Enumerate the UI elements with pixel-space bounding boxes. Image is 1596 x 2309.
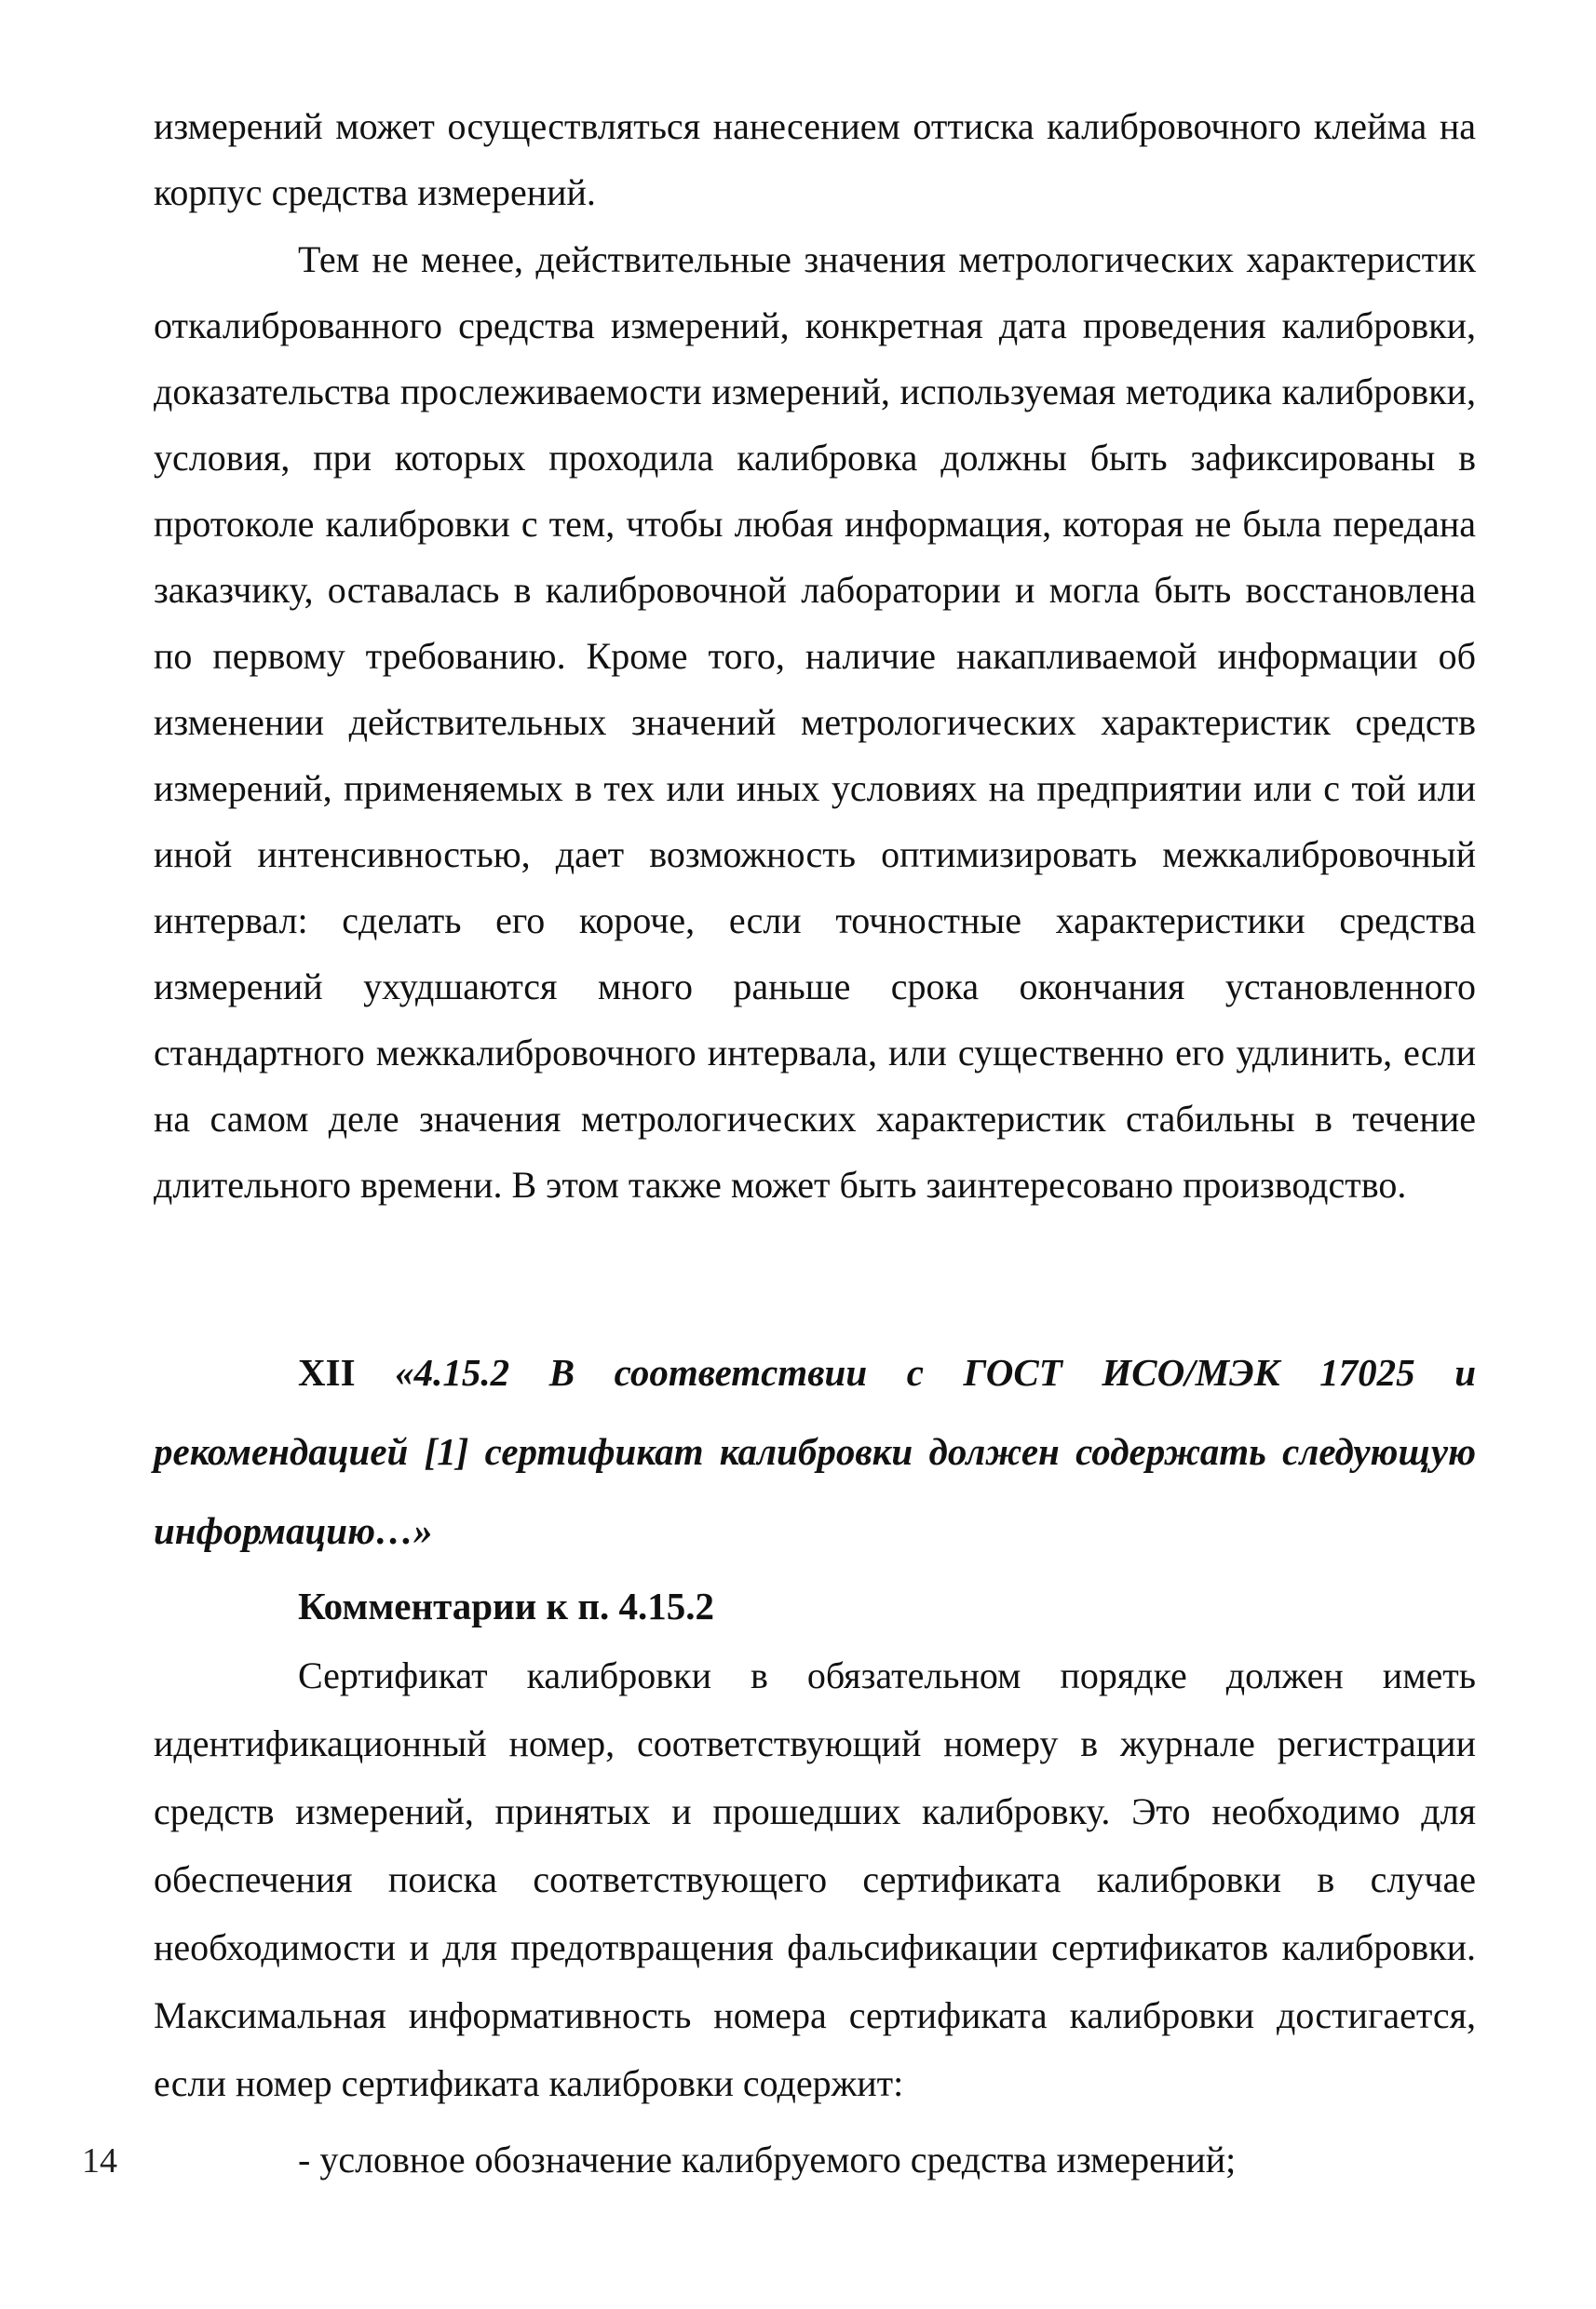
- list-item: - условное обозначение калибруемого средства измерений;: [298, 2139, 1237, 2181]
- section-number: XII: [298, 1351, 356, 1394]
- page-number: 14: [82, 2141, 117, 2181]
- comment-title: Комментарии к п. 4.15.2: [298, 1585, 715, 1627]
- paragraph-calibration-records: [154, 226, 1476, 1218]
- paragraph-text: Сертификат калибровки в обязательном порядке должен иметь идентификационный номер, соответствующий номеру в журнале регистрации средств измерений, принятых и прошедших калибровку. Это необходимо для обеспечения поиска соответствующего сертификата калибровки в случае необходимости и для предотвращения фальсификации сертификатов калибровки. Максимальная информативность номера сертификата калибровки достигается, если номер сертификата калибровки содержит:: [154, 1654, 1476, 2104]
- paragraph-text: измерений может осуществляться нанесением оттиска калибровочного клейма на корпус средства измерений.: [154, 105, 1476, 213]
- paragraph-text: Тем не менее, действительные значения метрологических характеристик откалиброванного средства измерений, конкретная дата проведения калибровки, доказательства прослеживаемости измерений, используемая методика калибровки, условия, при которых проходила калибровка должны быть зафиксированы в протоколе калибровки с тем, чтобы любая информация, которая не была передана заказчику, оставалась в калибровочной лаборатории и могла быть восстановлена по первому требованию. Кроме того, наличие накапливаемой информации об изменении действительных значений метрологических характеристик средств измерений, применяемых в тех или иных условиях на предприятии или с той или иной интенсивностью, дает возможность оптимизировать межкалибровочный интервал: сделать его короче, если точностные характеристики средства измерений ухудшаются много раньше срока окончания установленного стандартного межкалибровочного интервала, или существенно его удлинить, если на самом деле значения метрологических характеристик стабильны в течение длительного времени. В этом также может быть заинтересовано производство.: [154, 238, 1476, 1206]
- paragraph-continuation: [154, 93, 1476, 225]
- paragraph-comment: [154, 1641, 1476, 2117]
- section-heading-text: «4.15.2 В соответствии с ГОСТ ИСО/МЭК 17025 и рекомендацией [1] сертификат калибровки должен содержать следующую информацию…»: [154, 1351, 1477, 1552]
- section-heading: [154, 1333, 1476, 1571]
